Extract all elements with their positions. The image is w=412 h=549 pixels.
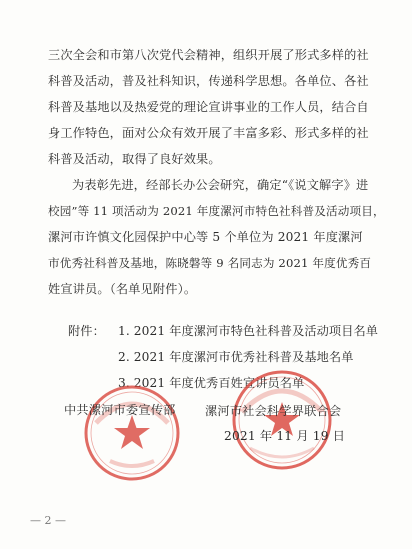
paragraph-line: 市优秀社科普及基地，陈晓磐等 9 名同志为 2021 年度优秀百 xyxy=(48,256,372,270)
signature-date: 2021 年 11 月 19 日 xyxy=(224,429,346,443)
attachments-label: 附件： xyxy=(68,324,105,338)
right-official-seal xyxy=(230,368,334,472)
paragraph-line: 漯河市许慎文化园保护中心等 5 个单位为 2021 年度漯河 xyxy=(48,230,363,244)
left-official-seal xyxy=(82,383,182,483)
paragraph-line: 科普及活动，取得了良好效果。 xyxy=(48,152,221,166)
attachment-item: 2. 2021 年度漯河市优秀社科普及基地名单 xyxy=(118,350,354,364)
page-number: — 2 — xyxy=(30,514,66,527)
paragraph-line: 为表彰先进，经部长办公会研究，确定“《说文解字》进 xyxy=(72,178,369,192)
attachment-item: 3. 2021 年度优秀百姓宣讲员名单 xyxy=(118,376,305,390)
signature-org-right: 漯河市社会科学界联合会 xyxy=(205,404,342,418)
paragraph-line: 姓宣讲员。（名单见附件）。 xyxy=(48,282,197,296)
paragraph-line: 科普及基地以及热爱党的理论宣讲事业的工作人员，结合自 xyxy=(48,100,369,114)
signature-org-left: 中共漯河市委宣传部 xyxy=(64,403,176,417)
attachment-item: 1. 2021 年度漯河市特色社科普及活动项目名单 xyxy=(118,324,379,338)
paragraph-line: 身工作特色，面对公众有效开展了丰富多彩、形式多样的社 xyxy=(48,126,369,140)
paragraph-line: 科普及活动，普及社科知识，传递科学思想。各单位、各社 xyxy=(48,74,369,88)
paragraph-line: 校园”等 11 项活动为 2021 年度漯河市特色社科普及活动项目， xyxy=(48,204,385,218)
paragraph-line: 三次全会和市第八次党代会精神，组织开展了形式多样的社 xyxy=(48,48,369,62)
